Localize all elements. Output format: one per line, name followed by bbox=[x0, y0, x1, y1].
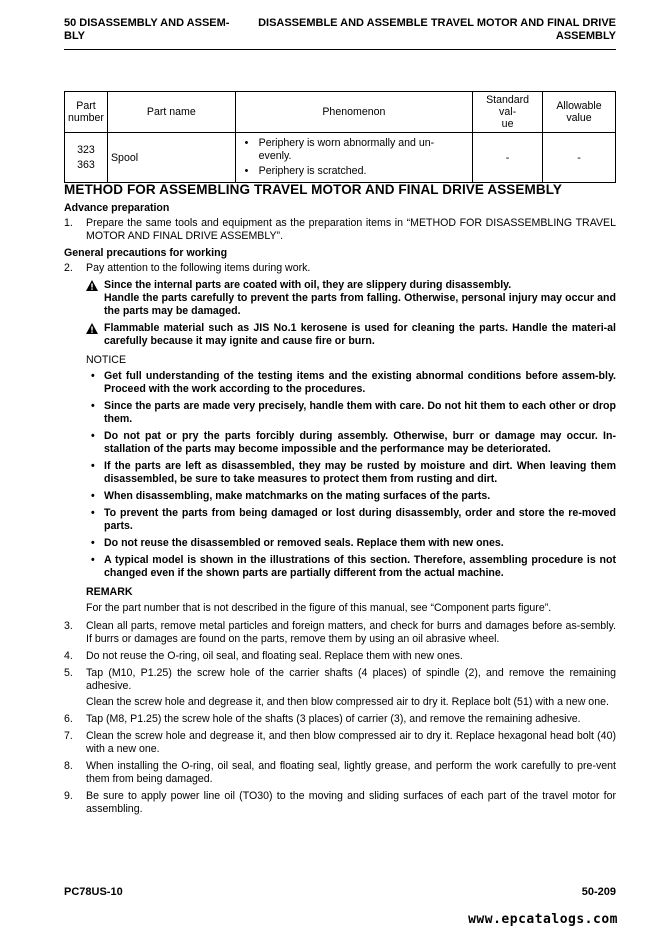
notice-label: NOTICE bbox=[86, 354, 127, 366]
cell-allowable-value: - bbox=[543, 133, 616, 183]
table-row bbox=[65, 133, 616, 183]
header-divider bbox=[64, 49, 616, 50]
step-text: Be sure to apply power line oil (TO30) to the moving and sliding surfaces of each part of the travel motor for assembling. bbox=[86, 790, 616, 815]
col-header-allowable-value: Allowable value bbox=[543, 92, 616, 133]
step-text: Tap (M8, P1.25) the screw hole of the shafts (3 places) of carrier (3), and remove the remaining adhesive. bbox=[86, 713, 581, 725]
step-5 bbox=[64, 667, 616, 709]
cell-phenomenon bbox=[235, 133, 472, 183]
cell-part-number: 323 363 bbox=[65, 133, 108, 183]
warning-icon bbox=[86, 280, 98, 291]
col-header-part-name: Part name bbox=[107, 92, 235, 133]
remark-label: REMARK bbox=[86, 586, 133, 598]
notice-item: • Do not pat or pry the parts forcibly during assembly. Otherwise, burr or damage may occur. In-stallation of the parts may become impossible and the performance may be deteriorated. bbox=[86, 430, 616, 456]
section-header-line2: BLY bbox=[64, 30, 85, 42]
watermark: www.epcatalogs.com bbox=[468, 912, 618, 927]
footer-model: PC78US-10 bbox=[64, 886, 123, 898]
notice-item: • When disassembling, make matchmarks on the mating surfaces of the parts. bbox=[86, 490, 616, 503]
phenomenon-item: • Periphery is worn abnormally and un- evenly. bbox=[259, 137, 469, 163]
section-title: METHOD FOR ASSEMBLING TRAVEL MOTOR AND FINAL DRIVE ASSEMBLY bbox=[64, 182, 562, 197]
step-number: 7. bbox=[64, 730, 73, 742]
page-header-title-line1: DISASSEMBLE AND ASSEMBLE TRAVEL MOTOR AND FINAL DRIVE bbox=[258, 17, 616, 29]
step-number: 2. bbox=[64, 262, 73, 274]
step-6 bbox=[64, 713, 616, 726]
col-header-standard-value: Standard val- ue bbox=[473, 92, 543, 133]
advance-preparation-heading: Advance preparation bbox=[64, 202, 170, 214]
step-text: When installing the O-ring, oil seal, and floating seal, lightly grease, and perform the work carefully to pre-vent them from being damaged. bbox=[86, 760, 616, 785]
footer-page-number: 50-209 bbox=[581, 886, 616, 898]
notice-list bbox=[86, 370, 616, 580]
step-9 bbox=[64, 790, 616, 816]
table-header-row bbox=[65, 92, 616, 133]
page-header-title bbox=[256, 17, 616, 43]
warning-1 bbox=[64, 279, 616, 318]
step-number: 3. bbox=[64, 620, 73, 632]
warning-text-line-b: Handle the parts carefully to prevent the parts from falling. Otherwise, personal injury may occur and the parts may be damaged. bbox=[104, 292, 616, 317]
step-text: Prepare the same tools and equipment as the preparation items in “METHOD FOR DISASSEMBLING TRAVEL MOTOR AND FINAL DRIVE ASSEMBLY”. bbox=[86, 217, 616, 242]
notice-item: • A typical model is shown in the illustrations of this section. Therefore, assembling procedure is not changed even if the shown parts are partially different from the actual machine. bbox=[86, 554, 616, 580]
step-2 bbox=[64, 262, 616, 275]
notice-item: • To prevent the parts from being damaged or lost during disassembly, order and store the re-moved parts. bbox=[86, 507, 616, 533]
step-number: 1. bbox=[64, 217, 73, 229]
col-header-part-number: Part number bbox=[65, 92, 108, 133]
step-number: 9. bbox=[64, 790, 73, 802]
section-header-line1: 50 DISASSEMBLY AND ASSEM- bbox=[64, 17, 230, 29]
step-text: Pay attention to the following items during work. bbox=[86, 262, 311, 274]
warning-2 bbox=[64, 322, 616, 348]
notice-item: • Since the parts are made very precisely, handle them with care. Do not hit them to each other or drop them. bbox=[86, 400, 616, 426]
notice-item: • Get full understanding of the testing items and the existing abnormal conditions before assem-bly. Proceed with the work according to the procedures. bbox=[86, 370, 616, 396]
step-text: Do not reuse the O-ring, oil seal, and floating seal. Replace them with new ones. bbox=[86, 650, 463, 662]
step-7 bbox=[64, 730, 616, 756]
step-text-continued: Clean the screw hole and degrease it, and then blow compressed air to dry it. Replace bolt (51) with a new one. bbox=[86, 696, 609, 708]
main-content bbox=[64, 182, 616, 820]
step-4 bbox=[64, 650, 616, 663]
step-1 bbox=[64, 217, 616, 243]
cell-part-name: Spool bbox=[107, 133, 235, 183]
step-number: 8. bbox=[64, 760, 73, 772]
warning-text: Flammable material such as JIS No.1 kerosene is used for cleaning the parts. Handle the materi-al carefully because it may ignite and cause fire or burn. bbox=[104, 322, 616, 347]
phenomenon-item: • Periphery is scratched. bbox=[259, 165, 469, 178]
col-header-phenomenon: Phenomenon bbox=[235, 92, 472, 133]
section-header bbox=[64, 17, 244, 43]
remark-text: For the part number that is not described in the figure of this manual, see “Component parts figure”. bbox=[86, 602, 552, 614]
warning-icon bbox=[86, 323, 98, 334]
step-number: 4. bbox=[64, 650, 73, 662]
general-precautions-heading: General precautions for working bbox=[64, 247, 228, 259]
step-3 bbox=[64, 620, 616, 646]
step-text: Tap (M10, P1.25) the screw hole of the carrier shafts (4 places) of spindle (2), and remove the remaining adhesive. bbox=[86, 667, 616, 692]
step-text: Clean all parts, remove metal particles and foreign matters, and check for burrs and damages before as-sembly. If burrs or damages are found on the parts, remove them by using an oil abrasive wheel. bbox=[86, 620, 616, 645]
notice-item: • If the parts are left as disassembled, they may be rusted by moisture and dirt. When leaving them disassembled, be sure to take measures to protect them from rusting and dirt. bbox=[86, 460, 616, 486]
cell-standard-value: - bbox=[473, 133, 543, 183]
step-number: 5. bbox=[64, 667, 73, 679]
warning-text-line-a: Since the internal parts are coated with oil, they are slippery during disassembly. bbox=[104, 279, 512, 291]
step-8 bbox=[64, 760, 616, 786]
notice-item: • Do not reuse the disassembled or removed seals. Replace them with new ones. bbox=[86, 537, 616, 550]
step-number: 6. bbox=[64, 713, 73, 725]
inspection-table bbox=[64, 91, 616, 183]
step-text: Clean the screw hole and degrease it, and then blow compressed air to dry it. Replace hexagonal head bolt (40) with a new one. bbox=[86, 730, 616, 755]
page-header-title-line2: ASSEMBLY bbox=[555, 30, 616, 42]
